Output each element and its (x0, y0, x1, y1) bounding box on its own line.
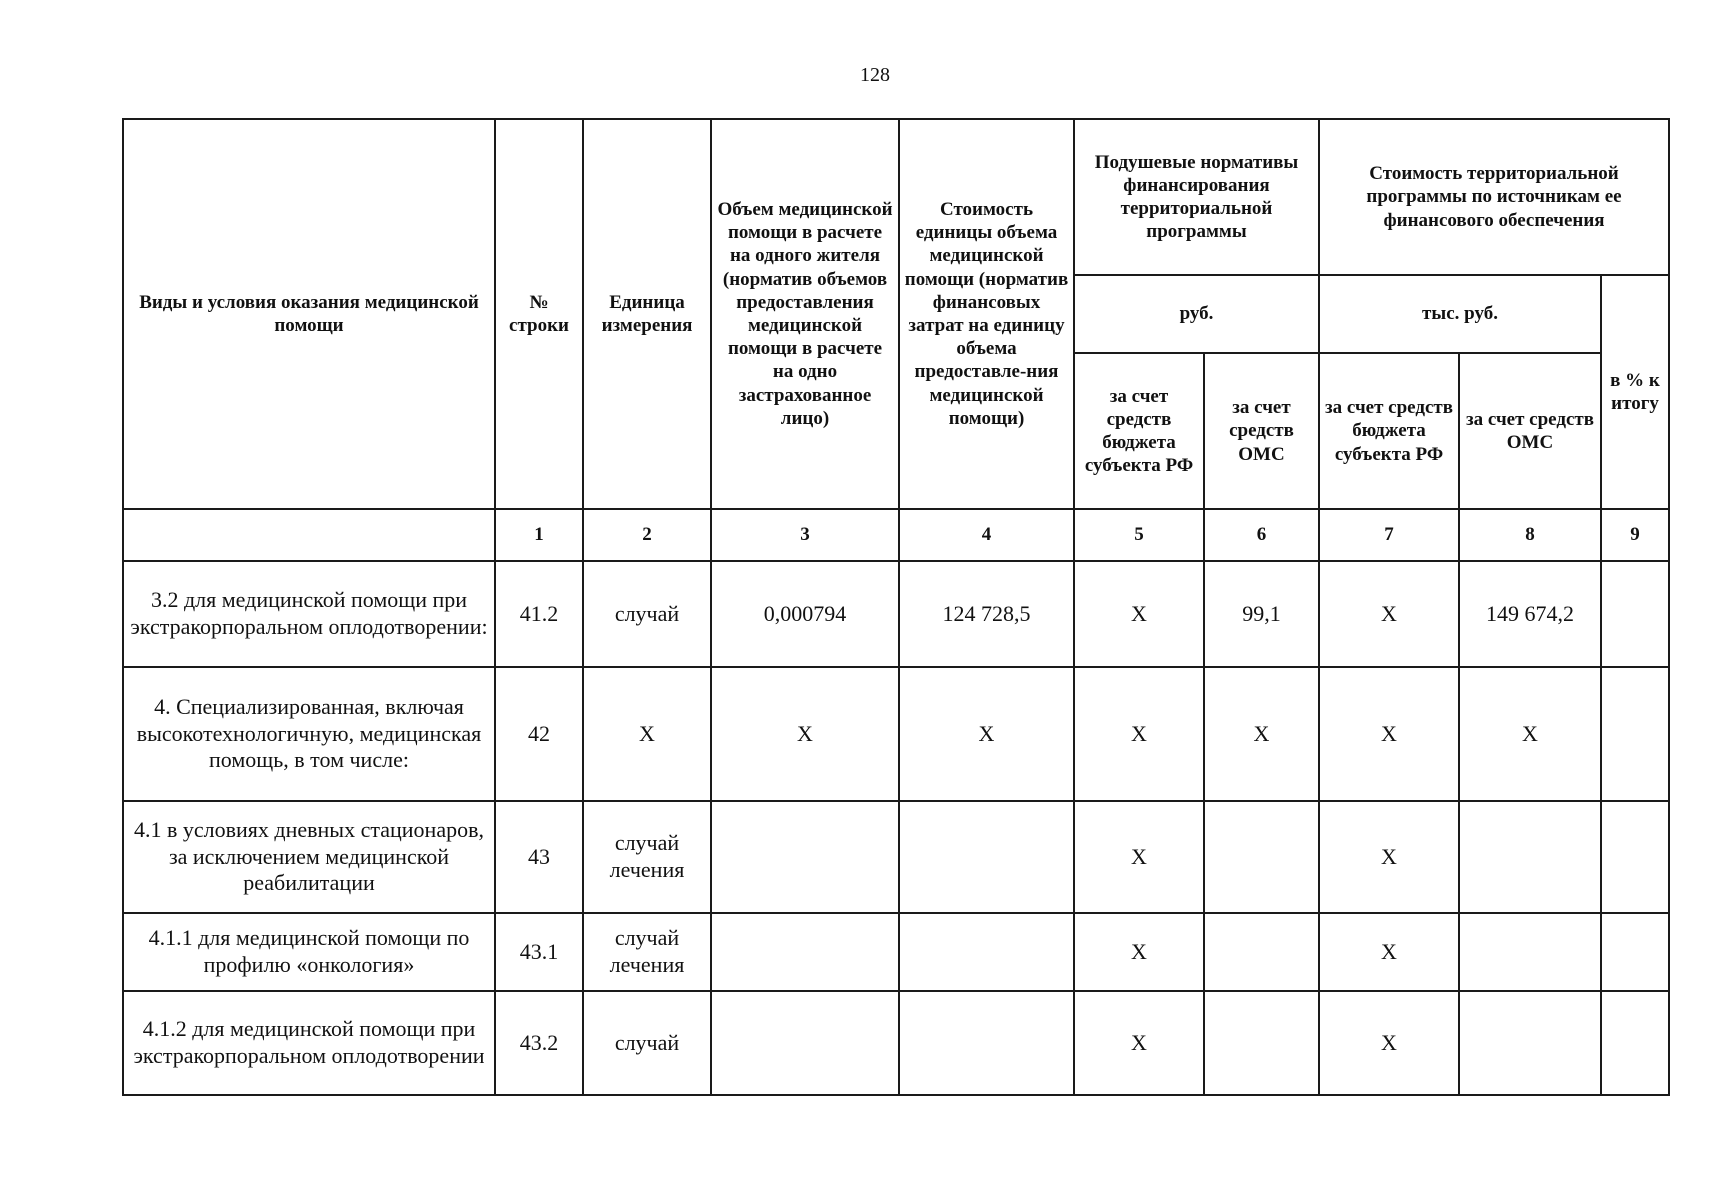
row-program-oms (1459, 991, 1601, 1095)
table-row (123, 801, 1669, 913)
row-per-capita-budget: X (1074, 561, 1204, 667)
column-number: 3 (711, 509, 899, 561)
row-percent (1601, 667, 1669, 801)
row-per-capita-oms: X (1204, 667, 1319, 801)
row-program-oms: 149 674,2 (1459, 561, 1601, 667)
header-sub-oms: за счет средств ОМС (1204, 353, 1319, 509)
row-per-capita-oms: 99,1 (1204, 561, 1319, 667)
row-per-capita-budget: X (1074, 801, 1204, 913)
row-per-capita-oms (1204, 913, 1319, 991)
row-percent (1601, 801, 1669, 913)
column-number: 2 (583, 509, 711, 561)
row-name: 4.1 в условиях дневных стационаров, за исключением медицинской реабилитации (123, 801, 495, 913)
header-unit: Единица измерения (583, 119, 711, 509)
row-cost-unit: X (899, 667, 1074, 801)
header-row-1 (123, 119, 1669, 275)
row-volume (711, 991, 899, 1095)
row-number: 41.2 (495, 561, 583, 667)
column-number: 6 (1204, 509, 1319, 561)
table-row (123, 667, 1669, 801)
header-volume: Объем медицинской помощи в расчете на одного жителя (норматив объемов предоставления медицинской помощи в расчете на одно застрахованное лицо) (711, 119, 899, 509)
table-row (123, 561, 1669, 667)
row-number: 42 (495, 667, 583, 801)
header-cost-unit: Стоимость единицы объема медицинской помощи (норматив финансовых затрат на единицу объема предоставле-ния медицинской помощи) (899, 119, 1074, 509)
row-program-oms (1459, 913, 1601, 991)
header-sub-oms-thousand: за счет средств ОМС (1459, 353, 1601, 509)
row-cost-unit: 124 728,5 (899, 561, 1074, 667)
row-program-budget: X (1319, 913, 1459, 991)
row-name: 3.2 для медицинской помощи при экстракорпоральном оплодотворении: (123, 561, 495, 667)
row-per-capita-oms (1204, 991, 1319, 1095)
row-unit: случай лечения (583, 801, 711, 913)
row-cost-unit (899, 913, 1074, 991)
header-percent: в % к итогу (1601, 275, 1669, 509)
row-unit: случай (583, 561, 711, 667)
header-currency-thousand-rub: тыс. руб. (1319, 275, 1601, 353)
row-unit: случай лечения (583, 913, 711, 991)
row-cost-unit (899, 991, 1074, 1095)
row-number: 43.1 (495, 913, 583, 991)
row-program-budget: X (1319, 801, 1459, 913)
header-per-capita-group: Подушевые нормативы финансирования территориальной программы (1074, 119, 1319, 275)
table-row (123, 991, 1669, 1095)
row-number: 43.2 (495, 991, 583, 1095)
header-types: Виды и условия оказания медицинской помощи (123, 119, 495, 509)
column-number (123, 509, 495, 561)
row-program-oms: X (1459, 667, 1601, 801)
header-sub-budget: за счет средств бюджета субъекта РФ (1074, 353, 1204, 509)
row-cost-unit (899, 801, 1074, 913)
column-number: 8 (1459, 509, 1601, 561)
column-number-row (123, 509, 1669, 561)
row-unit: X (583, 667, 711, 801)
column-number: 7 (1319, 509, 1459, 561)
page-number: 128 (860, 64, 890, 86)
row-name: 4.1.2 для медицинской помощи при экстракорпоральном оплодотворении (123, 991, 495, 1095)
financing-table (122, 118, 1670, 1096)
header-currency-rub: руб. (1074, 275, 1319, 353)
row-per-capita-oms (1204, 801, 1319, 913)
row-program-budget: X (1319, 667, 1459, 801)
row-program-budget: X (1319, 561, 1459, 667)
header-sub-budget-thousand: за счет средств бюджета субъекта РФ (1319, 353, 1459, 509)
column-number: 9 (1601, 509, 1669, 561)
row-percent (1601, 991, 1669, 1095)
column-number: 5 (1074, 509, 1204, 561)
row-per-capita-budget: X (1074, 667, 1204, 801)
row-name: 4.1.1 для медицинской помощи по профилю «онкология» (123, 913, 495, 991)
column-number: 4 (899, 509, 1074, 561)
header-program-cost-group: Стоимость территориальной программы по источникам ее финансового обеспечения (1319, 119, 1669, 275)
row-volume (711, 801, 899, 913)
row-per-capita-budget: X (1074, 913, 1204, 991)
row-volume (711, 913, 899, 991)
row-unit: случай (583, 991, 711, 1095)
row-percent (1601, 561, 1669, 667)
row-name: 4. Специализированная, включая высокотехнологичную, медицинская помощь, в том числе: (123, 667, 495, 801)
row-volume: 0,000794 (711, 561, 899, 667)
row-program-budget: X (1319, 991, 1459, 1095)
row-per-capita-budget: X (1074, 991, 1204, 1095)
table-row (123, 913, 1669, 991)
row-percent (1601, 913, 1669, 991)
header-row-no: № строки (495, 119, 583, 509)
row-number: 43 (495, 801, 583, 913)
row-volume: X (711, 667, 899, 801)
column-number: 1 (495, 509, 583, 561)
row-program-oms (1459, 801, 1601, 913)
